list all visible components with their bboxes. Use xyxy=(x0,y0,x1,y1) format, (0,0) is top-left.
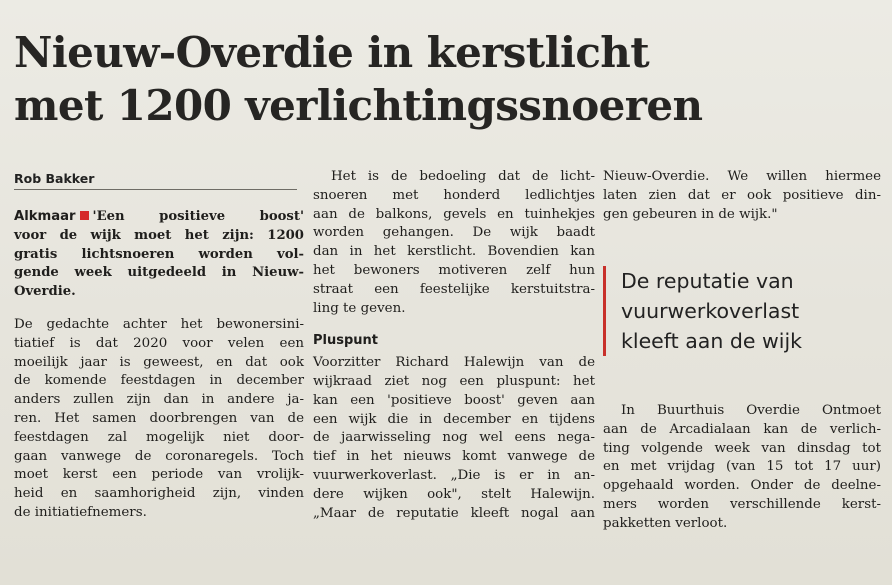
pull-quote-line: kleeft aan de wijk xyxy=(621,329,803,353)
text-line: straat een feestelijke kerstuitstra- xyxy=(313,281,595,297)
text-line: worden gehangen. De wijk baadt xyxy=(313,225,595,241)
text-line: De gedachte achter het bewonersini- xyxy=(14,316,304,332)
pull-quote-line: vuurwerkoverlast xyxy=(621,299,800,323)
text-line: feestdagen zal mogelijk niet door- xyxy=(14,429,304,445)
byline: Rob Bakker xyxy=(14,171,297,190)
text-line: moeilijk jaar is geweest, en dat ook xyxy=(14,354,304,370)
text-line: laten zien dat er ook positieve din- xyxy=(603,187,881,203)
headline xyxy=(14,26,874,132)
text-line: tiatief is dat 2020 voor velen een xyxy=(14,335,304,351)
red-square-icon xyxy=(80,211,89,220)
text-line: aan de Arcadialaan kan de verlich- xyxy=(603,421,881,437)
headline-line-2: met 1200 verlichtingssnoeren xyxy=(14,81,703,130)
lead-line-4: gende week uitgedeeld in Nieuw- xyxy=(14,265,304,281)
lead-line-3: gratis lichtsnoeren worden vol- xyxy=(14,246,304,262)
text-line: gaan vanwege de coronaregels. Toch xyxy=(14,448,304,464)
body-paragraph-4 xyxy=(603,402,881,534)
text-line: Het is de bedoeling dat de licht- xyxy=(331,169,595,184)
text-line: dan in het kerstlicht. Bovendien kan xyxy=(313,244,595,260)
text-line: In Buurthuis Overdie Ontmoet xyxy=(621,403,881,418)
column-1 xyxy=(14,208,304,523)
text-line: het bewoners motiveren zelf hun xyxy=(313,262,595,278)
lead-line-5: Overdie. xyxy=(14,284,76,300)
text-line: aan de balkons, gevels en tuinhekjes xyxy=(313,206,595,222)
text-line: en met vrijdag (van 15 tot 17 uur) xyxy=(603,459,881,475)
subhead-pluspunt: Pluspunt xyxy=(313,333,379,349)
dateline: Alkmaar xyxy=(14,209,76,224)
pull-quote-line: De reputatie van xyxy=(621,269,794,293)
text-line: kan een 'positieve boost' geven aan xyxy=(313,392,595,408)
body-paragraph-1 xyxy=(14,316,304,523)
text-line: dere wijken ook", stelt Halewijn. xyxy=(313,486,595,502)
headline-line-1: Nieuw-Overdie in kerstlicht xyxy=(14,28,650,77)
pull-quote xyxy=(603,266,891,356)
text-line: Voorzitter Richard Halewijn van de xyxy=(313,355,595,371)
column-3 xyxy=(603,168,881,224)
text-line: Nieuw-Overdie. We willen hiermee xyxy=(603,169,881,184)
text-line: mers worden verschillende kerst- xyxy=(603,496,881,512)
text-line: heid en saamhorigheid zijn, vinden xyxy=(14,486,304,502)
text-line: gen gebeuren in de wijk." xyxy=(603,206,778,222)
text-line: de jaarwisseling nog wel eens nega- xyxy=(313,430,595,446)
text-line: de komende feestdagen in december xyxy=(14,373,304,389)
text-line: opgehaald worden. Onder de deelne- xyxy=(603,478,881,494)
body-paragraph-2 xyxy=(313,168,595,318)
text-line: tief in het nieuws komt vanwege de xyxy=(313,449,595,465)
text-line: wijkraad ziet nog een pluspunt: het xyxy=(313,373,595,389)
column-2 xyxy=(313,168,595,523)
text-line: vuurwerkoverlast. „Die is er in an- xyxy=(313,467,595,483)
text-line: snoeren met honderd ledlichtjes xyxy=(313,187,595,203)
text-line: de initiatiefnemers. xyxy=(14,504,147,520)
text-line: een wijk die in december en tijdens xyxy=(313,411,595,427)
text-line: anders zullen zijn dan in andere ja- xyxy=(14,392,304,408)
text-line: ren. Het samen doorbrengen van de xyxy=(14,410,304,426)
lead-line-2: voor de wijk moet het zijn: 1200 xyxy=(14,227,304,243)
text-line: moet kerst een periode van vrolijk- xyxy=(14,467,304,483)
lead-paragraph xyxy=(14,208,304,302)
text-line: pakketten verloot. xyxy=(603,515,728,531)
body-paragraph-3 xyxy=(313,354,595,523)
lead-line-1: 'Een positieve boost' xyxy=(92,209,304,224)
text-line: ling te geven. xyxy=(313,300,406,316)
text-line: ting volgende week van dinsdag tot xyxy=(603,440,881,456)
text-line: „Maar de reputatie kleeft nogal aan xyxy=(313,505,595,521)
